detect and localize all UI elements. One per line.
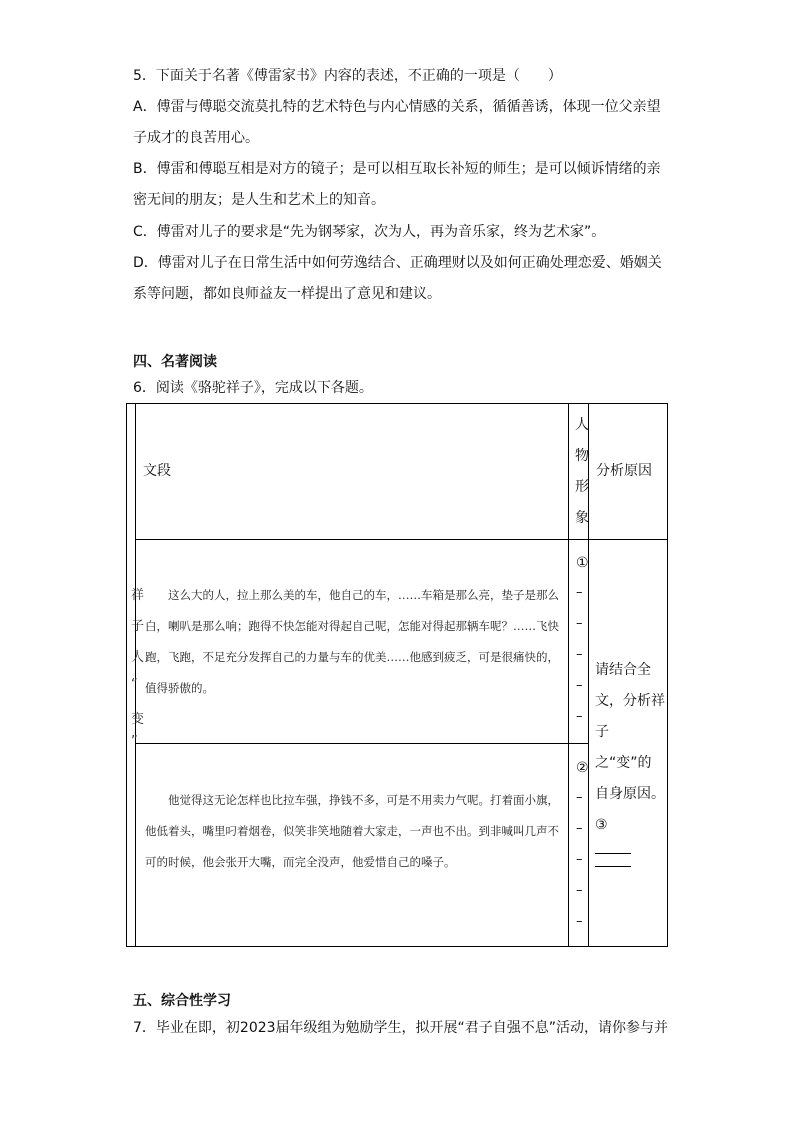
q5-option-c: C．傅雷对儿子的要求是“先为钢琴家，次为人，再为音乐家，终为艺术家”。 (133, 224, 606, 240)
q5-option-a-line1: A．傅雷与傅聪交流莫扎特的艺术特色与内心情感的关系，循循善诱，体现一位父亲望 (133, 99, 661, 115)
q7-stem: 7．毕业在即，初2023届年级组为勉励学生，拟开展“君子自强不息”活动，请你参与并 (133, 1020, 669, 1036)
q5-stem: 5．下面关于名著《傅雷家书》内容的表述，不正确的一项是（ ） (133, 68, 562, 84)
header-char: 象 (575, 510, 589, 526)
answer-blank-1: – (576, 585, 583, 600)
answer-blank-3-cont (595, 854, 665, 867)
edge-char: 变 (131, 712, 145, 727)
answer-marker-1: ① (576, 555, 589, 571)
blank-underline (595, 841, 631, 854)
q5-option-d-line2: 系等问题，都如良师益友一样提出了意见和建议。 (133, 286, 441, 302)
analysis-line: 自身原因。 (595, 786, 665, 802)
answer-blank-2: – (576, 883, 583, 898)
table-divider (588, 539, 668, 540)
header-char: 物 (575, 448, 589, 464)
q6-stem: 6．阅读《骆驼祥子》，完成以下各题。 (133, 380, 373, 396)
blank-underline (595, 854, 631, 867)
passage-1: 这么大的人，拉上那么美的车，他自己的车，……车箱是那么亮，垫子是那么白，喇叭是那么响；跑得不快怎能对得起自己呢，怎能对得起那辆车呢？……飞快跑，飞跑，不足充分发挥自己的力量与车的优美……他感到疲乏，可是很痛快的，值得骄傲的。 (145, 588, 559, 695)
answer-blank-1: – (576, 709, 583, 724)
edge-char: “ (131, 677, 138, 692)
section-4-heading: 四、名著阅读 (133, 354, 217, 370)
answer-marker-3: ③ (595, 817, 608, 833)
table-divider (135, 539, 588, 540)
table-divider (568, 404, 569, 946)
header-analysis: 分析原因 (596, 463, 652, 479)
answer-blank-1: – (576, 647, 583, 662)
analysis-prompt (595, 655, 665, 867)
answer-blank-1: – (576, 678, 583, 693)
answer-blank-2: – (576, 790, 583, 805)
answer-blank-2: – (576, 914, 583, 929)
q5-option-b-line1: B．傅雷和傅聪互相是对方的镜子；是可以相互取长补短的师生；是可以倾诉情绪的亲 (133, 161, 661, 177)
analysis-line: 子之“变”的 (595, 724, 652, 771)
edge-char: ” (131, 734, 138, 749)
table-divider (135, 404, 136, 946)
answer-blank-3 (595, 810, 665, 854)
edge-char: 祥 (131, 588, 145, 603)
section-5-heading: 五、综合性学习 (133, 993, 231, 1009)
edge-char: 人 (131, 650, 145, 665)
q5-option-a-line2: 子成才的良苦用心。 (133, 130, 259, 146)
answer-blank-1: – (576, 616, 583, 631)
table-divider (568, 743, 588, 744)
header-char: 人 (575, 417, 589, 433)
header-char: 形 (575, 479, 589, 495)
analysis-line: 文，分析祥 (595, 693, 665, 709)
header-character-image (574, 410, 590, 534)
answer-blank-2: – (576, 821, 583, 836)
q5-option-b-line2: 密无间的朋友；是人生和艺术上的知音。 (133, 192, 385, 208)
table-divider (135, 743, 588, 744)
answer-marker-2: ② (576, 760, 589, 776)
edge-char: 子 (131, 619, 145, 634)
analysis-line: 请结合全 (595, 662, 651, 678)
passage-2: 他觉得这无论怎样也比拉车强，挣钱不多，可是不用卖力气呢。打着面小旗，他低着头，嘴里叼着烟卷，似笑非笑地随着大家走，一声也不出。到非喊叫几声不可的时候，他会张开大嘴，而完全没声，他爱惜自己的嗓子。 (145, 793, 559, 869)
answer-blank-2: – (576, 852, 583, 867)
q5-option-d-line1: D．傅雷对儿子在日常生活中如何劳逸结合、正确理财以及如何正确处理恋爱、婚姻关 (133, 255, 662, 271)
header-passage: 文段 (143, 463, 171, 479)
